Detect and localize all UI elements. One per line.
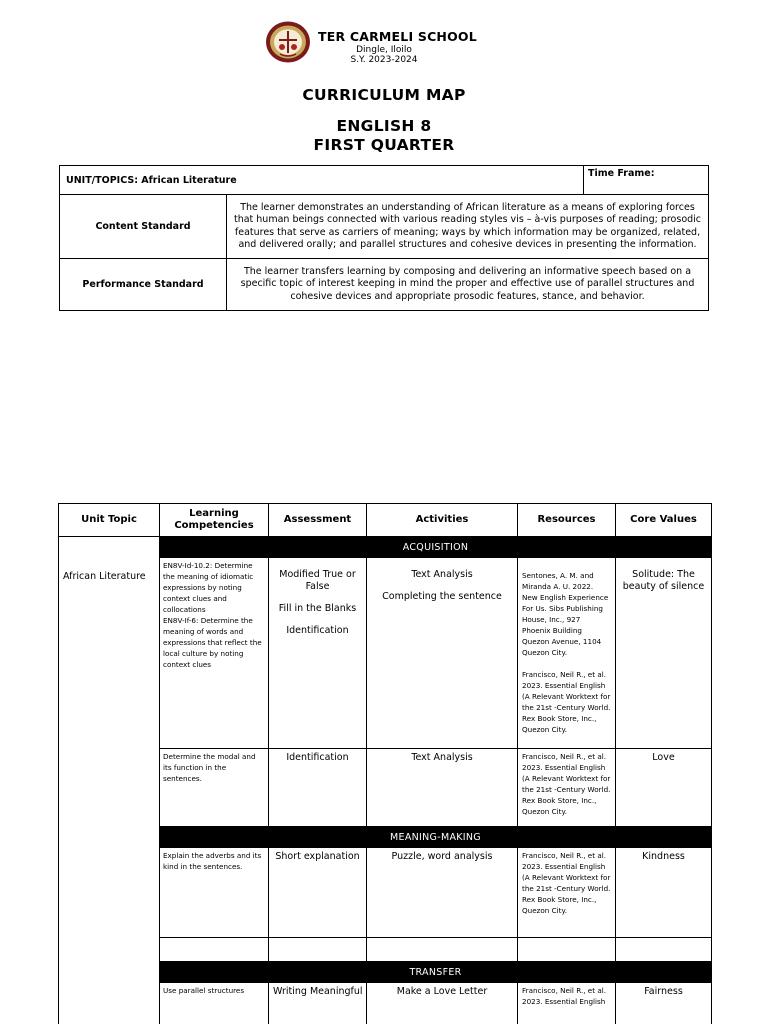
quarter-title: FIRST QUARTER bbox=[313, 136, 455, 154]
activities-cell: Text Analysis bbox=[367, 749, 518, 827]
assessment-item: Identification bbox=[286, 625, 349, 636]
competency-cell: EN8V-Id-10.2: Determine the meaning of idiomatic expressions by noting context clues and collocations EN8V-If-6: Determine the meaning of words and expressions that reflect the local culture by noting context clues bbox=[160, 558, 269, 749]
core-value-cell: Kindness bbox=[616, 848, 712, 938]
activity-item: Text Analysis bbox=[411, 569, 473, 580]
resources-cell: Francisco, Neil R., et al. 2023. Essential English (A Relevant Worktext for the 21st -Century World. Rex Book Store, Inc., Quezon City. bbox=[518, 848, 616, 938]
school-header bbox=[0, 22, 768, 65]
performance-standard-text: The learner transfers learning by composing and delivering an informative speech based on a specific topic of interest keeping in mind the proper and effective use of parallel structures and cohesive devices and appropriate prosodic features, stance, and behavior. bbox=[227, 259, 709, 311]
competency-cell: Determine the modal and its function in the sentences. bbox=[160, 749, 269, 827]
performance-standard-label: Performance Standard bbox=[60, 259, 227, 311]
core-value-cell: Fairness bbox=[616, 983, 712, 1024]
school-name: TER CARMELI SCHOOL bbox=[318, 29, 477, 44]
assessment-cell bbox=[269, 558, 367, 749]
doc-title: CURRICULUM MAP bbox=[302, 86, 466, 104]
assessment-cell: Writing Meaningful bbox=[269, 983, 367, 1024]
assessment-cell: Short explanation bbox=[269, 848, 367, 938]
activities-cell: Puzzle, word analysis bbox=[367, 848, 518, 938]
header-activities: Activities bbox=[367, 504, 518, 537]
phase-transfer: TRANSFER bbox=[160, 962, 712, 983]
activity-item: Completing the sentence bbox=[382, 591, 502, 602]
header-assessment: Assessment bbox=[269, 504, 367, 537]
content-standard-label: Content Standard bbox=[60, 195, 227, 259]
header-learning-competencies: Learning Competencies bbox=[160, 504, 269, 537]
header-resources: Resources bbox=[518, 504, 616, 537]
core-value-cell: Solitude: The beauty of silence bbox=[616, 558, 712, 749]
unit-topic-cell: African Literature bbox=[59, 537, 160, 1024]
unit-topics-cell: UNIT/TOPICS: African Literature bbox=[60, 166, 584, 195]
header-unit-topic: Unit Topic bbox=[59, 504, 160, 537]
standards-table bbox=[59, 165, 709, 311]
header-core-values: Core Values bbox=[616, 504, 712, 537]
content-standard-text: The learner demonstrates an understanding of African literature as a means of exploring forces that human beings connected with various reading styles vis – à-vis purposes of reading; prosodic features that serve as carriers of meaning; ways by which information may be organized, related, and delivered orally; and parallel structures and cohesive devices in presenting the information. bbox=[227, 195, 709, 259]
curriculum-table bbox=[58, 503, 712, 1024]
resource-item: Francisco, Neil R., et al. 2023. Essential English (A Relevant Worktext for the 21st -Century World. Rex Book Store, Inc., Quezon City. bbox=[522, 670, 611, 734]
assessment-cell: Identification bbox=[269, 749, 367, 827]
school-year: S.Y. 2023-2024 bbox=[350, 55, 418, 65]
activities-cell bbox=[367, 558, 518, 749]
resources-cell: Francisco, Neil R., et al. 2023. Essential English bbox=[518, 983, 616, 1024]
table-header-row bbox=[59, 504, 712, 537]
phase-meaning-making: MEANING-MAKING bbox=[160, 827, 712, 848]
resource-item: Sentones, A. M. and Miranda A. U. 2022. New English Experience For Us. Sibs Publishing House, Inc., 927 Phoenix Building Quezon Avenue, 1104 Quezon City. bbox=[522, 571, 609, 657]
assessment-item: Fill in the Blanks bbox=[278, 603, 357, 614]
assessment-item: Modified True or False bbox=[279, 569, 356, 592]
subject-title: ENGLISH 8 bbox=[336, 117, 432, 135]
location-text: Dingle, Iloilo bbox=[356, 45, 412, 55]
time-frame-cell: Time Frame: bbox=[584, 166, 709, 195]
core-value-cell: Love bbox=[616, 749, 712, 827]
school-location bbox=[0, 45, 768, 65]
competency-cell: Use parallel structures bbox=[160, 983, 269, 1024]
competency-cell: Explain the adverbs and its kind in the sentences. bbox=[160, 848, 269, 938]
phase-row-acquisition bbox=[59, 537, 712, 558]
resources-cell bbox=[518, 558, 616, 749]
resources-cell: Francisco, Neil R., et al. 2023. Essential English (A Relevant Worktext for the 21st -Century World. Rex Book Store, Inc., Quezon City. bbox=[518, 749, 616, 827]
activities-cell: Make a Love Letter bbox=[367, 983, 518, 1024]
phase-acquisition: ACQUISITION bbox=[160, 537, 712, 558]
